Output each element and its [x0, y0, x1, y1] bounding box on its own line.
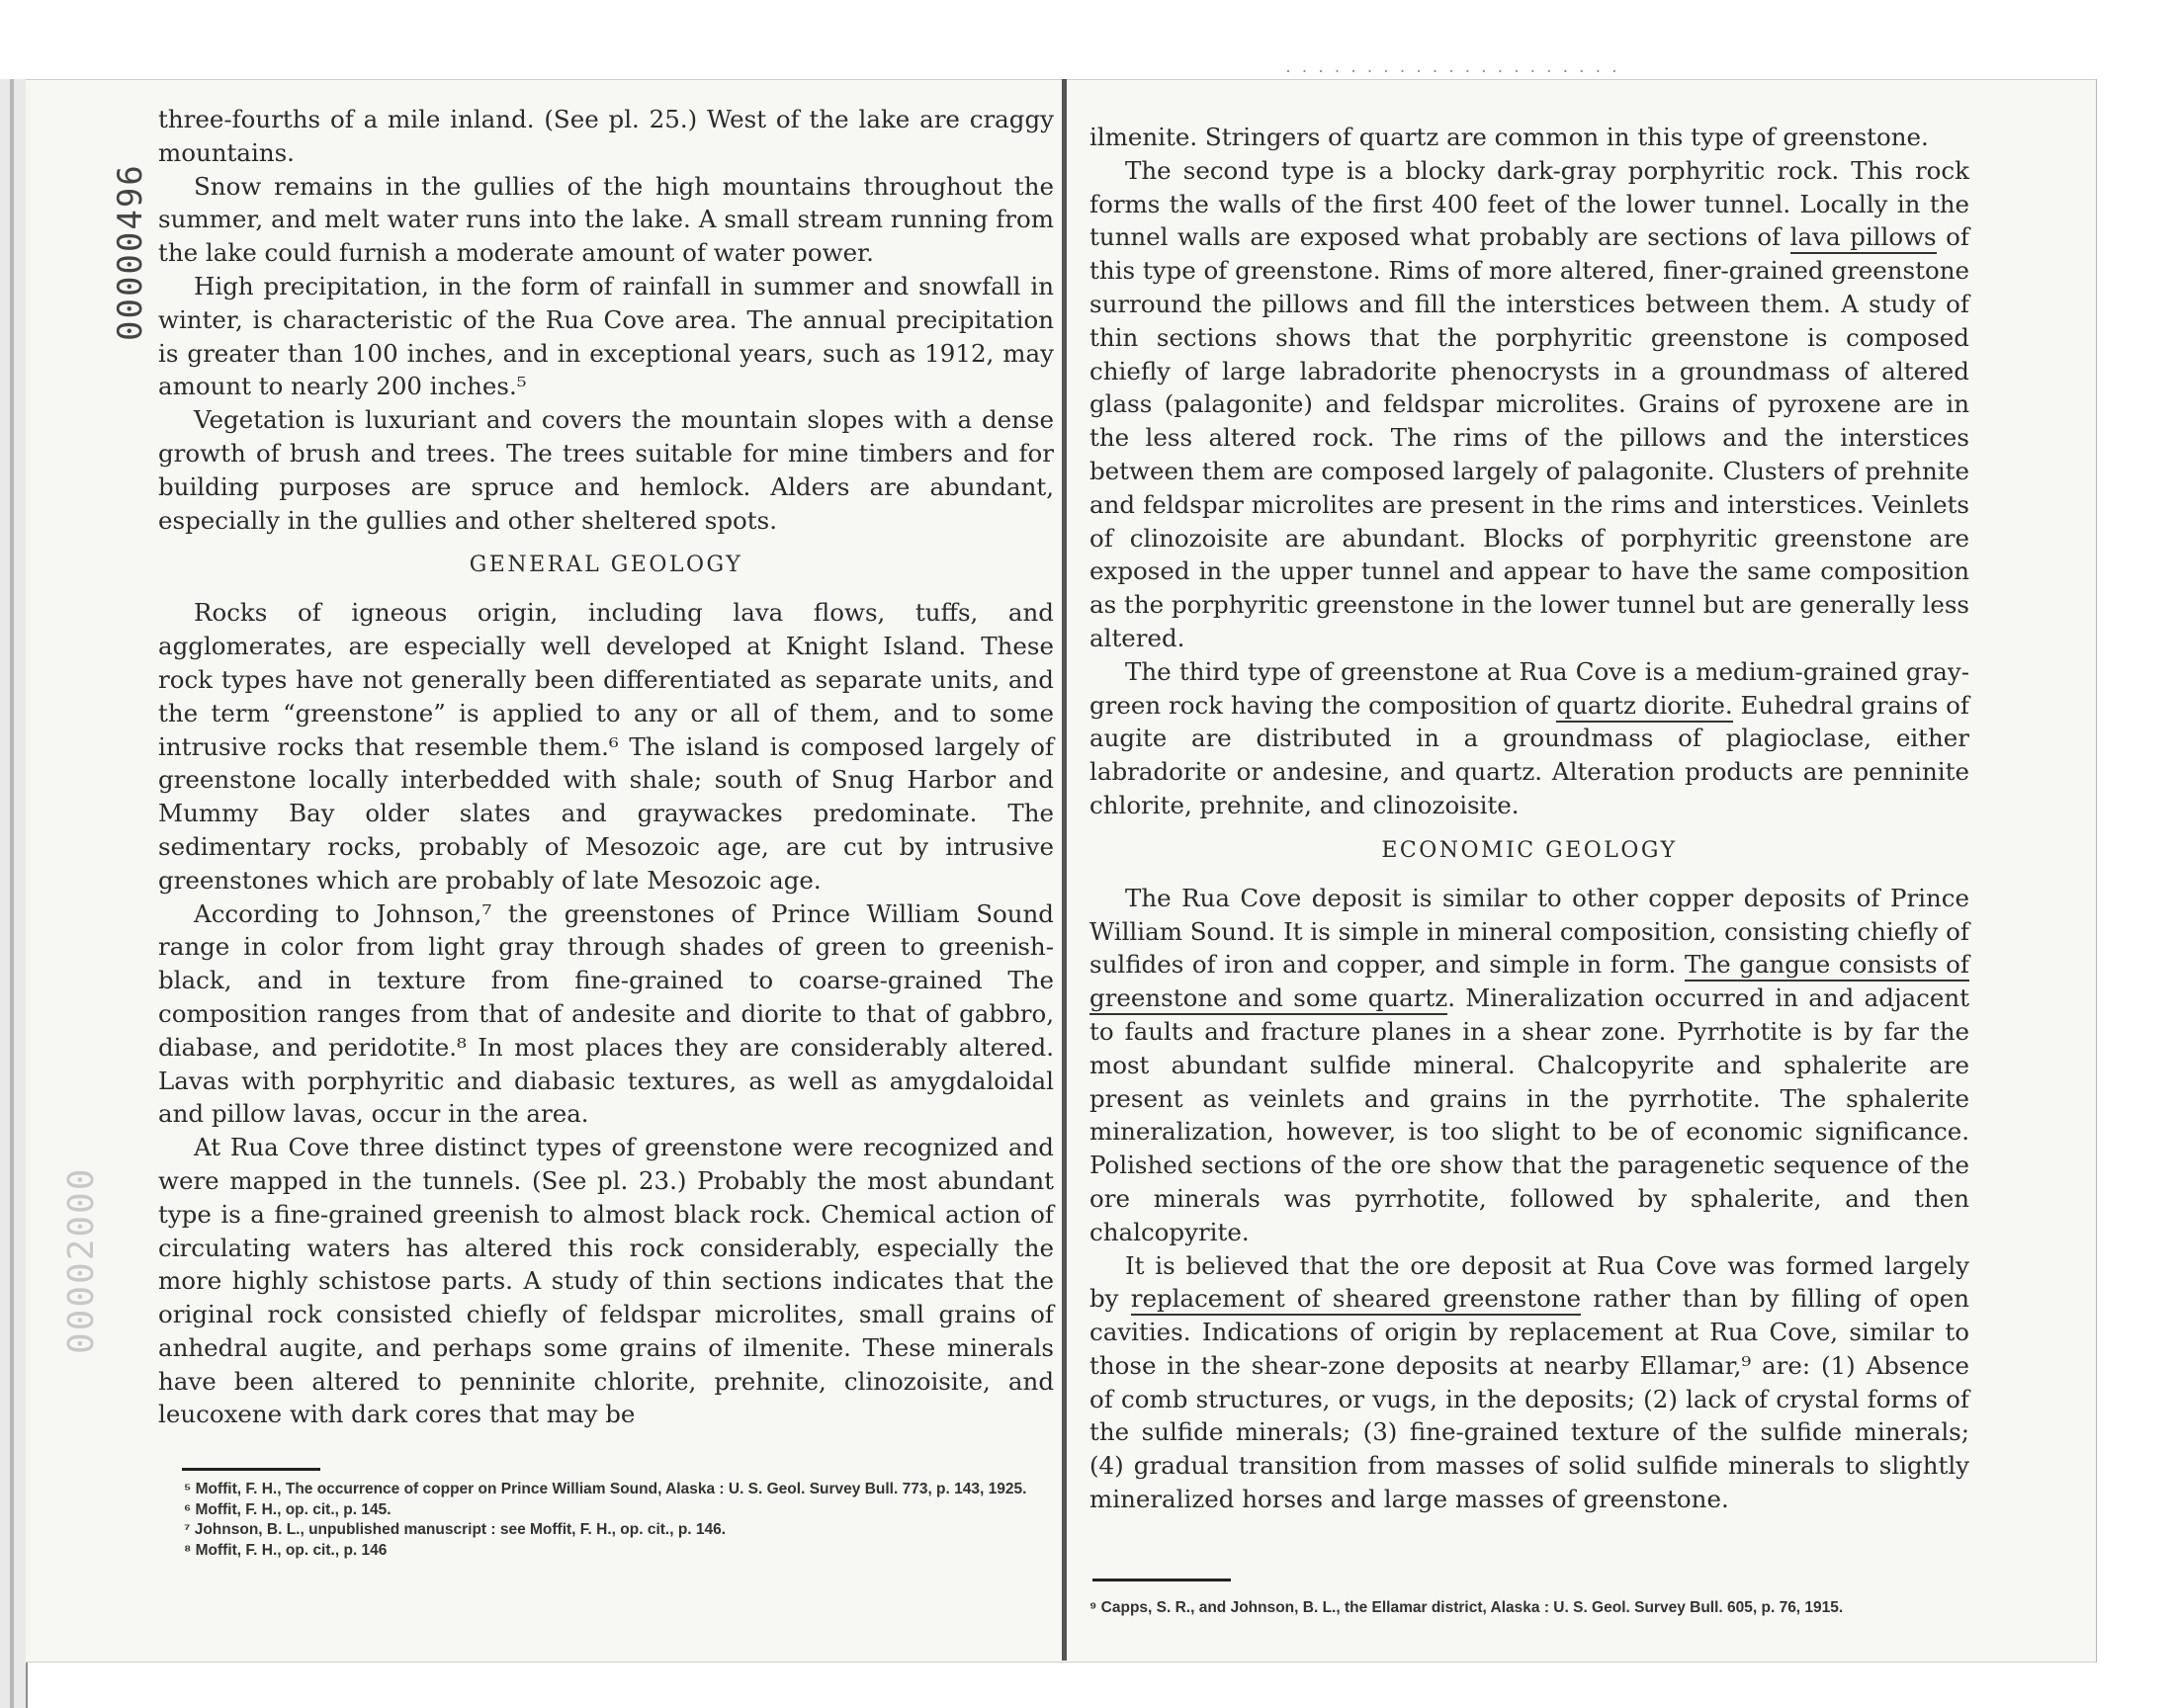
footnote: ⁵ Moffit, F. H., The occurrence of copper on Prince William Sound, Alaska : U. S. Geol. Survey Bull. 773, p. 143, 1925.	[184, 1481, 1027, 1497]
right-column	[1089, 121, 1969, 1516]
archive-stamp-number: 00000496	[111, 163, 150, 341]
paragraph: According to Johnson,⁷ the greenstones of Prince William Sound range in color from light gray through shades of green to greenish-black, and in texture from fine-grained to coarse-grained The composition ranges from that of andesite and diorite to that of gabbro, diabase, and peridotite.⁸ In most places they are considerably altered. Lavas with porphyritic and diabasic textures, as well as amygdaloidal and pillow lavas, occur in the area.	[158, 898, 1054, 1129]
section-heading-economic-geology: ECONOMIC GEOLOGY	[1381, 837, 1678, 863]
paragraph: three-fourths of a mile inland. (See pl. 25.) West of the lake are craggy mountains.	[158, 105, 1054, 167]
paragraph	[1089, 154, 1969, 655]
handwritten-underline: quartz diorite.	[1556, 691, 1732, 723]
left-footnotes	[184, 1480, 1054, 1561]
handwritten-underline: lava pillows	[1790, 222, 1937, 254]
paragraph: Rocks of igneous origin, including lava flows, tuffs, and agglomerates, are especially well developed at Knight Island. These rock types have not generally been differentiated as separate units, and the term “greenstone” is applied to any or all of them, and to some intrusive rocks that resemble them.⁶ The island is composed largely of greenstone locally interbedded with shale; south of Snug Harbor and Mummy Bay older slates and graywackes predominate. The sedimentary rocks, probably of Mesozoic age, are cut by intrusive greenstones which are probably of late Mesozoic age.	[158, 598, 1054, 895]
archive-stamp-faint: 00002000	[61, 1166, 102, 1354]
paragraph	[1089, 655, 1969, 822]
text-run: The Rua Cove deposit is similar to other copper deposits of Prince William Sound. It is simple in mineral composition, consisting chiefly of sulfides of iron and copper, and simple in form.	[1089, 883, 1969, 980]
text-run: The second type is a blocky dark-gray porphyritic rock. This rock forms the walls of the first 400 feet of the lower tunnel. Locally in the tunnel walls are exposed what probably are sections of	[1089, 155, 1969, 252]
text-run: Euhedral grains of augite are distributed in a groundmass of plagioclase, either labradorite or andesine, and quartz. Alteration products are penninite chlorite, prehnite, and clinozoisite.	[1089, 690, 1969, 819]
footnote-rule	[182, 1468, 320, 1471]
running-head-cropped: · · · · · · · · · · · · · · · · · · · · ·	[1285, 61, 1620, 81]
left-column	[158, 103, 1054, 1431]
footnote: ⁸ Moffit, F. H., op. cit., p. 146	[184, 1541, 388, 1559]
paragraph: At Rua Cove three distinct types of greenstone were recognized and were mapped in the tunnels. (See pl. 23.) Probably the most abundant type is a fine-grained greenish to almost black rock. Chemical action of circulating waters has altered this rock considerably, especially the more highly schistose parts. A study of thin sections indicates that the original rock consisted chiefly of feldspar microlites, small grains of anhedral augite, and perhaps some grains of ilmenite. These minerals have been altered to penninite chlorite, prehnite, clinozoisite, and leucoxene with dark cores that may be	[158, 1133, 1054, 1429]
text-run: . Mineralization occurred in and adjacent to faults and fracture planes in a shear zone. Pyrrhotite is by far the most abundant sulfide mineral. Chalcopyrite and sphalerite are present as veinlets and grains in the pyrrhotite. The sphalerite mineralization, however, is too slight to be of economic significance. Polished sections of the ore show that the paragenetic sequence of the ore minerals was pyrrhotite, followed by sphalerite, and then chalcopyrite.	[1089, 983, 1969, 1246]
paragraph: Vegetation is luxuriant and covers the mountain slopes with a dense growth of brush and trees. The trees suitable for mine timbers and for building purposes are spruce and hemlock. Alders are abundant, especially in the gullies and other sheltered spots.	[158, 405, 1054, 535]
text-run: rather than by filling of open cavities. Indications of origin by replacement at Rua Cove, similar to those in the shear-zone deposits at nearby Ellamar,⁹ are: (1) Absence of comb structures, or vugs, in the deposits; (2) lack of crystal forms of the sulfide minerals; (3) fine-grained texture of the sulfide minerals; (4) gradual transition from masses of solid sulfide minerals to slightly mineralized horses and large masses of greenstone.	[1089, 1284, 1969, 1514]
page-gutter	[1062, 79, 1067, 1661]
paragraph: High precipitation, in the form of rainfall in summer and snowfall in winter, is characteristic of the Rua Cove area. The annual precipitation is greater than 100 inches, and in exceptional years, such as 1912, may amount to nearly 200 inches.⁵	[158, 271, 1054, 401]
right-footnotes	[1089, 1598, 1969, 1619]
text-run: of this type of greenstone. Rims of more altered, finer-grained greenstone surround the pillows and fill the interstices between them. A study of thin sections shows that the porphyritic greenstone is composed chiefly of large labradorite phenocrysts in a groundmass of altered glass (palagonite) and feldspar microlites. Grains of pyroxene are in the less altered rock. The rims of the pillows and the interstices between them are composed largely of palagonite. Clusters of prehnite and feldspar microlites are present in the rims and interstices. Veinlets of clinozoisite are abundant. Blocks of porphyritic greenstone are exposed in the upper tunnel and appear to have the same composition as the porphyritic greenstone in the lower tunnel but are generally less altered.	[1089, 222, 1969, 652]
paragraph: ilmenite. Stringers of quartz are common in this type of greenstone.	[1089, 123, 1929, 151]
footnote-rule	[1092, 1579, 1231, 1581]
footnote: ⁷ Johnson, B. L., unpublished manuscript : see Moffit, F. H., op. cit., p. 146.	[184, 1521, 727, 1538]
handwritten-underline: The gangue consists of greenstone and some quartz	[1089, 950, 1969, 1015]
handwritten-underline: replacement of sheared greenstone	[1131, 1284, 1581, 1316]
paragraph	[1089, 882, 1969, 1249]
footnote: ⁹ Capps, S. R., and Johnson, B. L., the Ellamar district, Alaska : U. S. Geol. Survey Bull. 605, p. 76, 1915.	[1089, 1599, 1844, 1616]
section-heading-general-geology: GENERAL GEOLOGY	[469, 553, 743, 578]
binder-edge	[0, 79, 28, 1708]
footnote: ⁶ Moffit, F. H., op. cit., p. 145.	[184, 1500, 392, 1518]
text-run: The third type of greenstone at Rua Cove is a medium-grained gray-green rock having the composition of	[1089, 656, 1969, 720]
paragraph: Snow remains in the gullies of the high mountains throughout the summer, and melt water runs into the lake. A small stream running from the lake could furnish a moderate amount of water power.	[158, 171, 1054, 268]
text-run: It is believed that the ore deposit at Rua Cove was formed largely by	[1089, 1250, 1969, 1314]
paragraph	[1089, 1249, 1969, 1516]
